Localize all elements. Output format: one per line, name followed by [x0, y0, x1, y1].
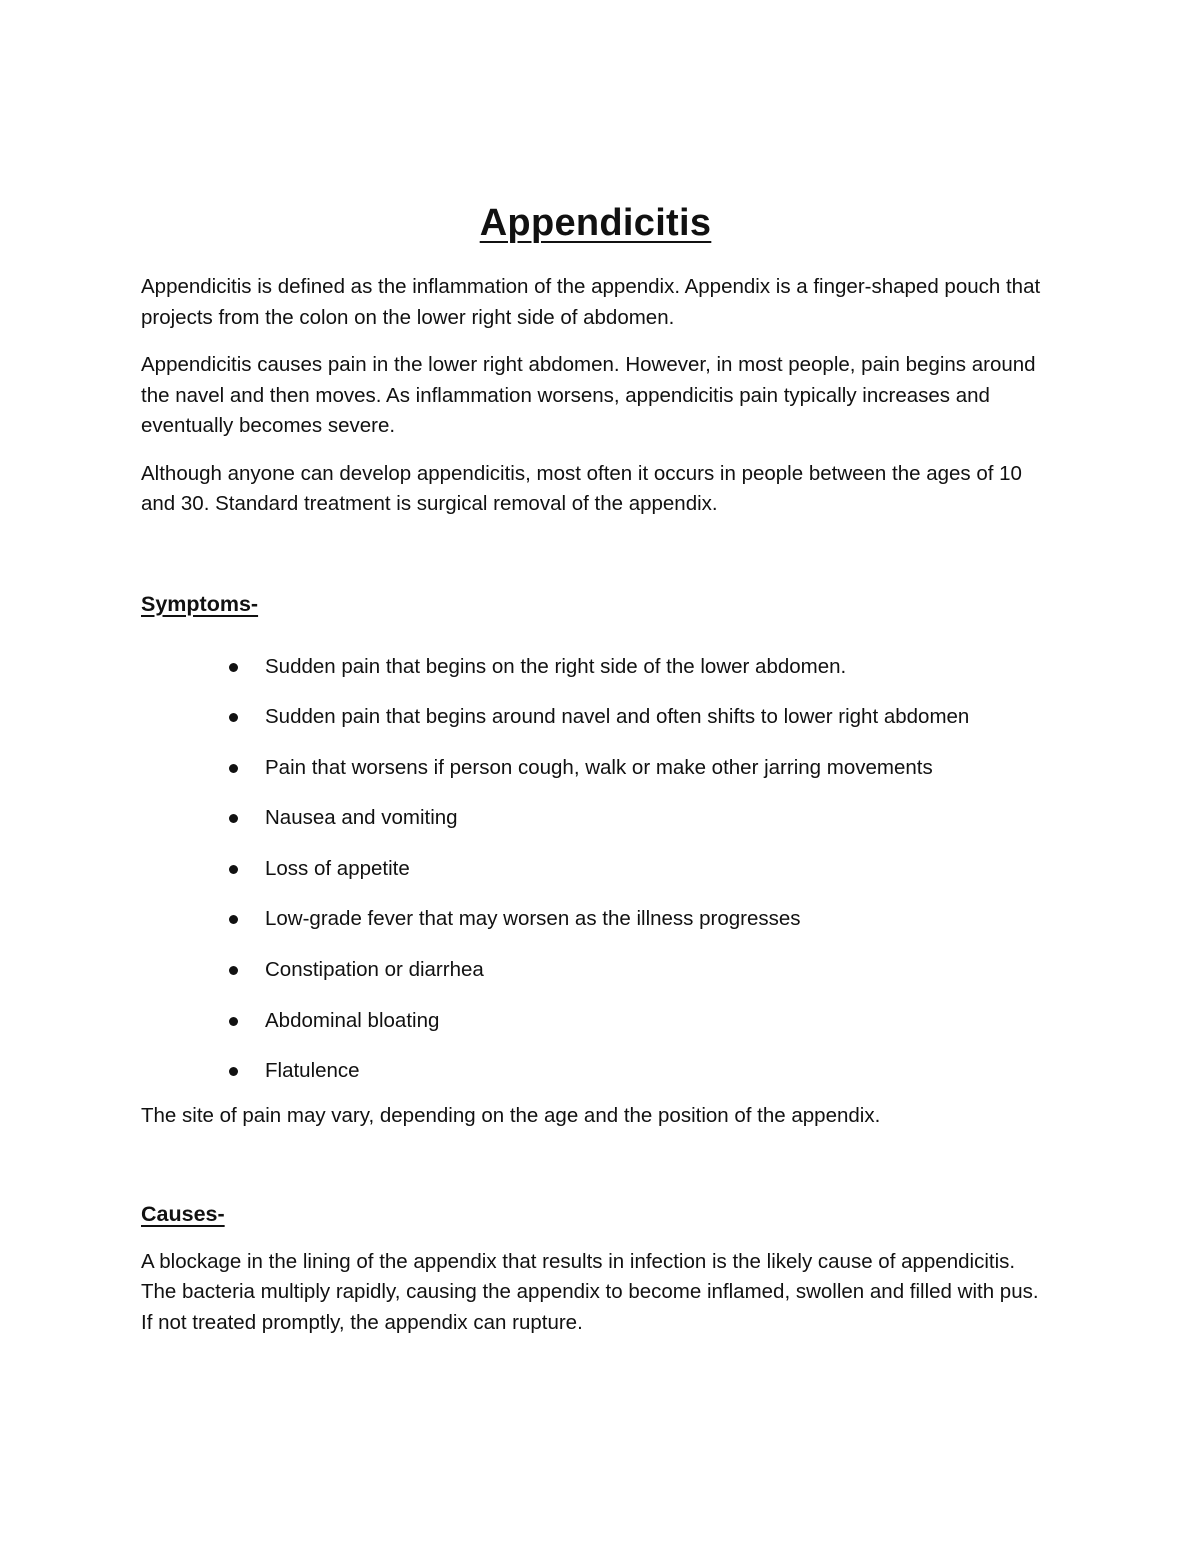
list-item	[225, 1006, 1050, 1036]
list-item	[225, 1056, 1050, 1086]
bullet-icon	[229, 966, 238, 975]
symptom-text: Pain that worsens if person cough, walk or make other jarring movements	[265, 755, 933, 779]
page-title: Appendicitis	[479, 202, 712, 244]
bullet-icon	[229, 663, 238, 672]
symptom-text: Loss of appetite	[265, 856, 410, 880]
symptom-text: Flatulence	[265, 1059, 360, 1083]
intro-paragraph-3: Although anyone can develop appendicitis, most often it occurs in people between the ages of 10 and 30. Standard treatment is surgical removal of the appendix.	[141, 461, 1022, 515]
symptom-text: Sudden pain that begins around navel and often shifts to lower right abdomen	[265, 705, 970, 729]
list-item	[225, 652, 1050, 682]
bullet-icon	[229, 865, 238, 874]
bullet-icon	[229, 1017, 238, 1026]
symptom-text: Sudden pain that begins on the right side of the lower abdomen.	[265, 654, 847, 678]
bullet-icon	[229, 713, 238, 722]
bullet-icon	[229, 764, 238, 773]
list-item	[225, 753, 1050, 783]
symptoms-heading: Symptoms-	[141, 591, 259, 616]
list-item	[225, 803, 1050, 833]
causes-paragraph: A blockage in the lining of the appendix that results in infection is the likely cause of appendicitis. The bacteria multiply rapidly, causing the appendix to become inflamed, swollen and filled with pus. If not treated promptly, the appendix can rupture.	[141, 1249, 1039, 1334]
section-spacer	[141, 537, 1050, 589]
list-item	[225, 702, 1050, 732]
list-item	[225, 904, 1050, 934]
bullet-icon	[229, 915, 238, 924]
symptom-text: Nausea and vomiting	[265, 806, 458, 830]
symptom-text: Constipation or diarrhea	[265, 958, 484, 982]
symptom-text: Abdominal bloating	[265, 1008, 440, 1032]
intro-paragraph-1: Appendicitis is defined as the inflammation of the appendix. Appendix is a finger-shaped pouch that projects from the colon on the lower right side of abdomen.	[141, 275, 1041, 329]
section-spacer	[141, 1131, 1050, 1199]
causes-heading: Causes-	[141, 1201, 225, 1226]
bullet-icon	[229, 814, 238, 823]
symptoms-list	[141, 652, 1050, 1087]
intro-paragraph-2: Appendicitis causes pain in the lower right abdomen. However, in most people, pain begins around the navel and then moves. As inflammation worsens, appendicitis pain typically increases and eventually becomes severe.	[141, 353, 1036, 437]
symptoms-note: The site of pain may vary, depending on the age and the position of the appendix.	[141, 1103, 881, 1127]
list-item	[225, 955, 1050, 985]
list-item	[225, 854, 1050, 884]
bullet-icon	[229, 1067, 238, 1076]
symptom-text: Low-grade fever that may worsen as the illness progresses	[265, 907, 801, 931]
